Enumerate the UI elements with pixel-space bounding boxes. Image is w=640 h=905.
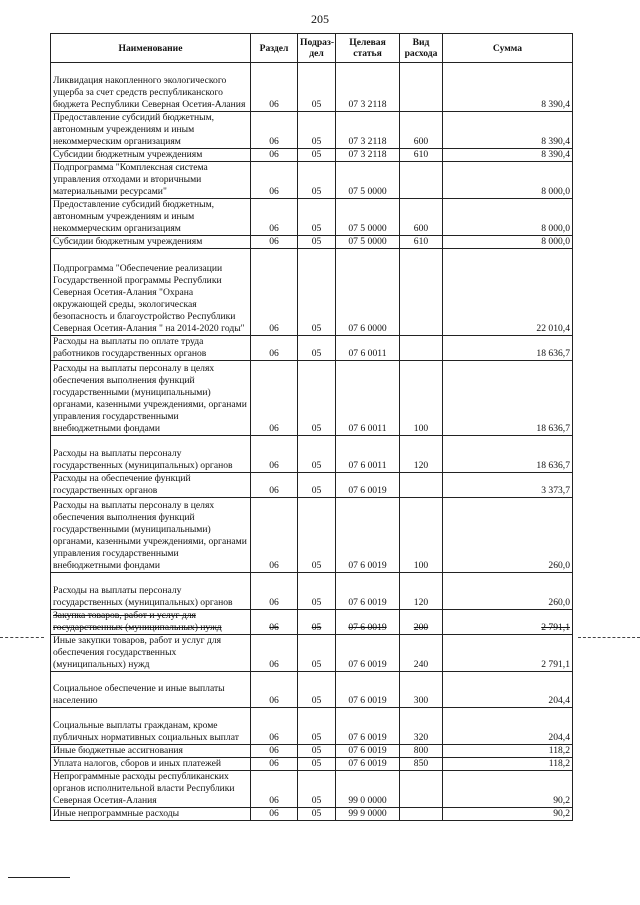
cell-name: Предоставление субсидий бюджетным, автономным учреждениям и иным некоммерческим организациям (51, 199, 251, 236)
table-row (51, 149, 573, 162)
budget-table (50, 33, 573, 821)
cell-kind: 610 (400, 149, 443, 162)
table-header-row (51, 34, 573, 63)
cell-subsection: 05 (298, 745, 336, 758)
header-section: Раздел (251, 34, 298, 63)
cell-name: Социальные выплаты гражданам, кроме публичных нормативных социальных выплат (51, 708, 251, 745)
cell-subsection: 05 (298, 610, 336, 635)
table-row (51, 63, 573, 112)
table-row (51, 361, 573, 436)
cell-subsection: 05 (298, 199, 336, 236)
cell-name: Расходы на выплаты персоналу в целях обеспечения выполнения функций государственными (муниципальными) органами, казенными учреждениями, органами управления государственными внебюджетными фондами (51, 361, 251, 436)
cell-subsection: 05 (298, 63, 336, 112)
cell-section: 06 (251, 336, 298, 361)
cell-name: Подпрограмма "Комплексная система управления отходами и вторичными материальными ресурсами" (51, 162, 251, 199)
cell-article: 07 6 0019 (336, 635, 400, 672)
cell-name: Расходы на выплаты персоналу государственных (муниципальных) органов (51, 573, 251, 610)
cell-section: 06 (251, 162, 298, 199)
cell-article: 99 0 0000 (336, 771, 400, 808)
cell-sum: 118,2 (443, 745, 573, 758)
cell-sum: 8 000,0 (443, 199, 573, 236)
cell-kind: 610 (400, 236, 443, 249)
cell-kind: 600 (400, 199, 443, 236)
cell-sum: 2 791,1 (443, 635, 573, 672)
cell-article: 07 6 0019 (336, 708, 400, 745)
header-subsection: Подраз-дел (298, 34, 336, 63)
cell-subsection: 05 (298, 162, 336, 199)
cell-subsection: 05 (298, 808, 336, 821)
cell-article: 07 6 0019 (336, 473, 400, 498)
cell-section: 06 (251, 199, 298, 236)
cell-subsection: 05 (298, 758, 336, 771)
cell-sum: 8 000,0 (443, 162, 573, 199)
cell-section: 06 (251, 672, 298, 708)
cell-name: Расходы на выплаты персоналу в целях обеспечения выполнения функций государственными (муниципальными) органами, казенными учреждениями, органами управления государственными внебюджетными фондами (51, 498, 251, 573)
cell-article: 07 6 0019 (336, 672, 400, 708)
table-row (51, 771, 573, 808)
cell-section: 06 (251, 771, 298, 808)
cell-name: Иные закупки товаров, работ и услуг для обеспечения государственных (муниципальных) нужд (51, 635, 251, 672)
cell-article: 07 6 0019 (336, 745, 400, 758)
table-body (51, 63, 573, 821)
cell-kind: 100 (400, 498, 443, 573)
cell-kind: 320 (400, 708, 443, 745)
page-fold-line-left (0, 637, 44, 638)
cell-section: 06 (251, 708, 298, 745)
table-row (51, 498, 573, 573)
cell-subsection: 05 (298, 708, 336, 745)
header-kind: Вид расхода (400, 34, 443, 63)
cell-kind: 300 (400, 672, 443, 708)
cell-subsection: 05 (298, 236, 336, 249)
cell-kind: 100 (400, 361, 443, 436)
cell-kind (400, 63, 443, 112)
cell-article: 07 3 2118 (336, 63, 400, 112)
cell-article: 07 6 0011 (336, 336, 400, 361)
cell-sum: 2 791,1 (443, 610, 573, 635)
cell-subsection: 05 (298, 436, 336, 473)
cell-name: Социальное обеспечение и иные выплаты населению (51, 672, 251, 708)
table-row (51, 112, 573, 149)
cell-article: 07 6 0011 (336, 436, 400, 473)
cell-section: 06 (251, 112, 298, 149)
cell-article: 07 3 2118 (336, 112, 400, 149)
cell-kind: 120 (400, 436, 443, 473)
cell-kind (400, 771, 443, 808)
cell-name: Закупка товаров, работ и услуг для государственных (муниципальных) нужд (51, 610, 251, 635)
cell-sum: 8 390,4 (443, 112, 573, 149)
cell-kind: 200 (400, 610, 443, 635)
cell-section: 06 (251, 573, 298, 610)
cell-section: 06 (251, 758, 298, 771)
cell-name: Предоставление субсидий бюджетным, автономным учреждениям и иным некоммерческим организациям (51, 112, 251, 149)
cell-name: Иные непрограммные расходы (51, 808, 251, 821)
cell-kind: 240 (400, 635, 443, 672)
cell-section: 06 (251, 808, 298, 821)
cell-sum: 18 636,7 (443, 436, 573, 473)
cell-kind: 600 (400, 112, 443, 149)
cell-subsection: 05 (298, 149, 336, 162)
cell-subsection: 05 (298, 361, 336, 436)
cell-subsection: 05 (298, 771, 336, 808)
cell-sum: 204,4 (443, 708, 573, 745)
cell-sum: 18 636,7 (443, 336, 573, 361)
cell-article: 07 5 0000 (336, 236, 400, 249)
table-row (51, 199, 573, 236)
cell-section: 06 (251, 236, 298, 249)
cell-name: Расходы на выплаты по оплате труда работников государственных органов (51, 336, 251, 361)
table-row (51, 473, 573, 498)
cell-sum: 18 636,7 (443, 361, 573, 436)
cell-sum: 90,2 (443, 771, 573, 808)
table-row (51, 745, 573, 758)
cell-name: Расходы на обеспечение функций государственных органов (51, 473, 251, 498)
cell-subsection: 05 (298, 473, 336, 498)
cell-name: Подпрограмма "Обеспечение реализации Государственной программы Республики Северная Осетия-Алания "Охрана окружающей среды, экологическая безопасность и благоустройство Республики Северная Осетия-Алания " на 2014-2020 годы" (51, 249, 251, 336)
cell-kind: 850 (400, 758, 443, 771)
cell-sum: 8 390,4 (443, 63, 573, 112)
cell-article: 07 3 2118 (336, 149, 400, 162)
cell-kind (400, 808, 443, 821)
cell-kind (400, 336, 443, 361)
cell-section: 06 (251, 436, 298, 473)
cell-section: 06 (251, 361, 298, 436)
table-row (51, 162, 573, 199)
table-row (51, 573, 573, 610)
table-row (51, 672, 573, 708)
cell-section: 06 (251, 498, 298, 573)
cell-article: 07 6 0019 (336, 610, 400, 635)
cell-subsection: 05 (298, 635, 336, 672)
cell-name: Уплата налогов, сборов и иных платежей (51, 758, 251, 771)
cell-sum: 22 010,4 (443, 249, 573, 336)
cell-article: 07 6 0000 (336, 249, 400, 336)
cell-section: 06 (251, 63, 298, 112)
header-article: Целевая статья (336, 34, 400, 63)
cell-subsection: 05 (298, 336, 336, 361)
cell-sum: 118,2 (443, 758, 573, 771)
cell-article: 07 6 0019 (336, 758, 400, 771)
cell-article: 07 6 0019 (336, 573, 400, 610)
cell-subsection: 05 (298, 573, 336, 610)
header-sum: Сумма (443, 34, 573, 63)
cell-name: Субсидии бюджетным учреждениям (51, 236, 251, 249)
table-row (51, 708, 573, 745)
cell-kind: 120 (400, 573, 443, 610)
page-fold-line-right (578, 637, 640, 638)
table-row (51, 236, 573, 249)
cell-section: 06 (251, 149, 298, 162)
cell-article: 99 9 0000 (336, 808, 400, 821)
cell-sum: 3 373,7 (443, 473, 573, 498)
page-number: 205 (311, 12, 329, 26)
cell-article: 07 6 0019 (336, 498, 400, 573)
cell-kind (400, 249, 443, 336)
cell-article: 07 5 0000 (336, 199, 400, 236)
cell-section: 06 (251, 635, 298, 672)
cell-name: Расходы на выплаты персоналу государственных (муниципальных) органов (51, 436, 251, 473)
cell-subsection: 05 (298, 112, 336, 149)
footnote-rule (8, 877, 70, 878)
cell-article: 07 6 0011 (336, 361, 400, 436)
table-row (51, 249, 573, 336)
table-row (51, 336, 573, 361)
cell-sum: 8 390,4 (443, 149, 573, 162)
table-row (51, 610, 573, 635)
cell-name: Ликвидация накопленного экологического ущерба за счет средств республиканского бюджета Республики Северная Осетия-Алания (51, 63, 251, 112)
cell-sum: 8 000,0 (443, 236, 573, 249)
cell-name: Непрограммные расходы республиканских органов исполнительной власти Республики Северная Осетия-Алания (51, 771, 251, 808)
cell-section: 06 (251, 610, 298, 635)
cell-section: 06 (251, 249, 298, 336)
cell-article: 07 5 0000 (336, 162, 400, 199)
cell-section: 06 (251, 473, 298, 498)
cell-sum: 260,0 (443, 498, 573, 573)
cell-sum: 204,4 (443, 672, 573, 708)
cell-name: Субсидии бюджетным учреждениям (51, 149, 251, 162)
cell-subsection: 05 (298, 672, 336, 708)
table-row (51, 758, 573, 771)
cell-subsection: 05 (298, 249, 336, 336)
table-row (51, 436, 573, 473)
table-row (51, 808, 573, 821)
table-row (51, 635, 573, 672)
cell-kind (400, 162, 443, 199)
cell-name: Иные бюджетные ассигнования (51, 745, 251, 758)
cell-sum: 260,0 (443, 573, 573, 610)
cell-section: 06 (251, 745, 298, 758)
cell-sum: 90,2 (443, 808, 573, 821)
cell-subsection: 05 (298, 498, 336, 573)
cell-kind (400, 473, 443, 498)
cell-kind: 800 (400, 745, 443, 758)
header-name: Наименование (51, 34, 251, 63)
